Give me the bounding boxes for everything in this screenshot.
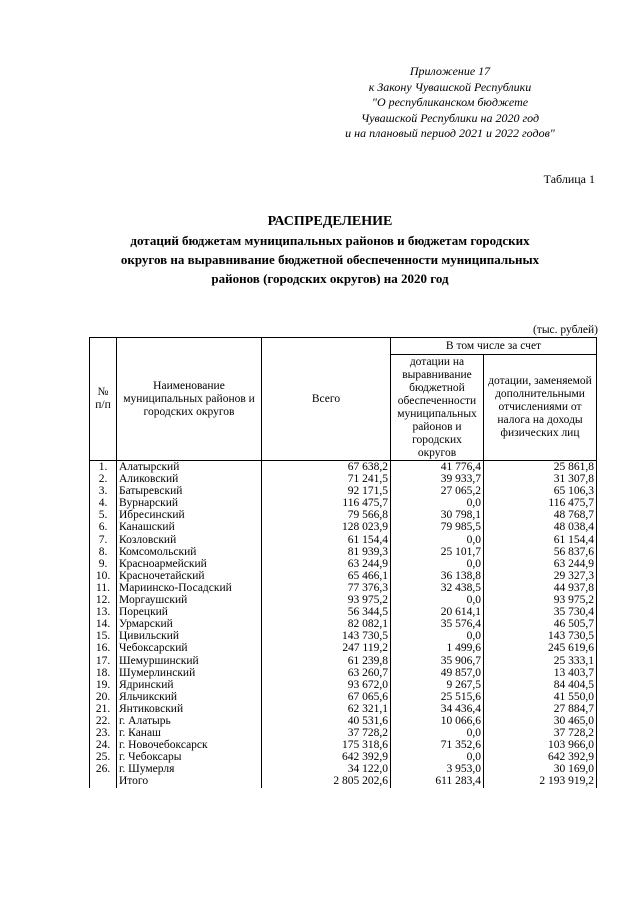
row-replacement: 37 728,2 [484, 727, 597, 739]
row-total: 93 975,2 [262, 594, 391, 606]
row-equalization: 0,0 [391, 630, 484, 642]
row-name: Ядринский [117, 679, 262, 691]
table-row [90, 751, 597, 763]
table-row [90, 570, 597, 582]
table-row [90, 727, 597, 739]
row-equalization: 0,0 [391, 558, 484, 570]
row-replacement: 93 975,2 [484, 594, 597, 606]
row-name: Канашский [117, 521, 262, 533]
table-row [90, 703, 597, 715]
row-name: Яльчикский [117, 691, 262, 703]
row-name: Аликовский [117, 473, 262, 485]
row-number: 9. [90, 558, 117, 570]
row-name: г. Шумерля [117, 763, 262, 775]
annex-line: "О республиканском бюджете [371, 95, 529, 109]
row-equalization: 34 436,4 [391, 703, 484, 715]
document-title [80, 212, 580, 288]
row-replacement: 143 730,5 [484, 630, 597, 642]
row-replacement: 84 404,5 [484, 679, 597, 691]
row-total: 81 939,3 [262, 546, 391, 558]
table-row [90, 473, 597, 485]
row-replacement: 56 837,6 [484, 546, 597, 558]
row-total: 37 728,2 [262, 727, 391, 739]
table-row [90, 739, 597, 751]
table-row [90, 558, 597, 570]
row-equalization: 35 576,4 [391, 618, 484, 630]
row-total: 143 730,5 [262, 630, 391, 642]
row-number: 17. [90, 655, 117, 667]
row-total: 67 638,2 [262, 461, 391, 474]
row-number: 18. [90, 667, 117, 679]
annex-header [300, 64, 600, 142]
table-row [90, 618, 597, 630]
row-number: 16. [90, 642, 117, 654]
row-number: 11. [90, 582, 117, 594]
table-row [90, 594, 597, 606]
row-replacement: 103 966,0 [484, 739, 597, 751]
row-equalization: 0,0 [391, 534, 484, 546]
row-replacement: 41 550,0 [484, 691, 597, 703]
total-total: 2 805 202,6 [262, 775, 391, 788]
row-total: 175 318,6 [262, 739, 391, 751]
row-number: 12. [90, 594, 117, 606]
row-equalization: 20 614,1 [391, 606, 484, 618]
row-replacement: 245 619,6 [484, 642, 597, 654]
header-total: Всего [262, 338, 391, 461]
title-main: РАСПРЕДЕЛЕНИЕ [267, 214, 393, 229]
subsidy-table [89, 337, 597, 788]
table-body [90, 461, 597, 789]
row-total: 92 171,5 [262, 485, 391, 497]
row-replacement: 46 505,7 [484, 618, 597, 630]
row-equalization: 25 515,6 [391, 691, 484, 703]
row-name: г. Чебоксары [117, 751, 262, 763]
row-name: Цивильский [117, 630, 262, 642]
row-total: 67 065,6 [262, 691, 391, 703]
row-equalization: 10 066,6 [391, 715, 484, 727]
row-name: Шемуршинский [117, 655, 262, 667]
row-number: 21. [90, 703, 117, 715]
row-replacement: 48 768,7 [484, 509, 597, 521]
annex-line: Чувашской Республики на 2020 год [360, 110, 540, 125]
row-name: Алатырский [117, 461, 262, 474]
row-equalization: 30 798,1 [391, 509, 484, 521]
row-total: 40 531,6 [262, 715, 391, 727]
row-name: Порецкий [117, 606, 262, 618]
row-equalization: 49 857,0 [391, 667, 484, 679]
row-total: 63 260,7 [262, 667, 391, 679]
row-total: 61 154,4 [262, 534, 391, 546]
header-replacement: дотации, заменяемой дополнительными отчислениями от налога на доходы физических лиц [484, 355, 597, 461]
row-total: 63 244,9 [262, 558, 391, 570]
row-name: Красноармейский [117, 558, 262, 570]
total-replacement: 2 193 919,2 [484, 775, 597, 788]
row-replacement: 29 327,3 [484, 570, 597, 582]
row-total: 93 672,0 [262, 679, 391, 691]
title-line: районов (городских округов) на 2020 год [211, 271, 449, 286]
row-equalization: 0,0 [391, 497, 484, 509]
row-name: Козловский [117, 534, 262, 546]
row-total: 642 392,9 [262, 751, 391, 763]
row-name: Моргаушский [117, 594, 262, 606]
row-equalization: 39 933,7 [391, 473, 484, 485]
total-equalization: 611 283,4 [391, 775, 484, 788]
row-replacement: 31 307,8 [484, 473, 597, 485]
table-row [90, 582, 597, 594]
row-total: 62 321,1 [262, 703, 391, 715]
row-number: 1. [90, 461, 117, 474]
row-name: Урмарский [117, 618, 262, 630]
row-total: 82 082,1 [262, 618, 391, 630]
row-total: 56 344,5 [262, 606, 391, 618]
row-number: 22. [90, 715, 117, 727]
row-name: г. Канаш [117, 727, 262, 739]
table-row [90, 509, 597, 521]
row-number: 24. [90, 739, 117, 751]
row-replacement: 642 392,9 [484, 751, 597, 763]
total-row [90, 775, 597, 788]
table-row [90, 691, 597, 703]
row-number: 20. [90, 691, 117, 703]
annex-line: к Закону Чувашской Республики [368, 79, 532, 94]
total-name: Итого [117, 775, 262, 788]
row-number: 5. [90, 509, 117, 521]
table-row [90, 461, 597, 474]
title-line: дотаций бюджетам муниципальных районов и бюджетам городских [130, 233, 530, 248]
header-equalization: дотации на выравнивание бюджетной обеспеченности муниципальных районов и городских округов [391, 355, 484, 461]
title-line: округов на выравнивание бюджетной обеспеченности муниципальных [120, 252, 540, 267]
row-name: Красночетайский [117, 570, 262, 582]
row-equalization: 3 953,0 [391, 763, 484, 775]
row-replacement: 30 465,0 [484, 715, 597, 727]
table-row [90, 546, 597, 558]
row-total: 77 376,3 [262, 582, 391, 594]
table-row [90, 763, 597, 775]
row-name: Янтиковский [117, 703, 262, 715]
row-equalization: 9 267,5 [391, 679, 484, 691]
row-equalization: 41 776,4 [391, 461, 484, 474]
row-equalization: 71 352,6 [391, 739, 484, 751]
annex-line: и на плановый период 2021 и 2022 годов" [345, 126, 555, 140]
row-equalization: 0,0 [391, 727, 484, 739]
row-total: 116 475,7 [262, 497, 391, 509]
row-name: Комсомольский [117, 546, 262, 558]
row-number: 23. [90, 727, 117, 739]
row-replacement: 13 403,7 [484, 667, 597, 679]
row-number: 14. [90, 618, 117, 630]
row-replacement: 48 038,4 [484, 521, 597, 533]
row-number: 26. [90, 763, 117, 775]
row-name: Вурнарский [117, 497, 262, 509]
row-total: 79 566,8 [262, 509, 391, 521]
table-row [90, 534, 597, 546]
table-row [90, 667, 597, 679]
table-row [90, 679, 597, 691]
table-row [90, 521, 597, 533]
row-replacement: 27 884,7 [484, 703, 597, 715]
row-replacement: 61 154,4 [484, 534, 597, 546]
row-replacement: 30 169,0 [484, 763, 597, 775]
annex-line: Приложение 17 [409, 64, 491, 78]
row-name: Батыревский [117, 485, 262, 497]
row-equalization: 0,0 [391, 594, 484, 606]
row-number: 3. [90, 485, 117, 497]
row-equalization: 1 499,6 [391, 642, 484, 654]
total-number [90, 775, 117, 788]
row-replacement: 44 937,8 [484, 582, 597, 594]
row-replacement: 65 106,3 [484, 485, 597, 497]
row-name: Чебоксарский [117, 642, 262, 654]
row-replacement: 25 861,8 [484, 461, 597, 474]
row-name: г. Алатырь [117, 715, 262, 727]
row-total: 61 239,8 [262, 655, 391, 667]
units-label: (тыс. рублей) [532, 324, 598, 336]
row-number: 2. [90, 473, 117, 485]
header-num: № п/п [90, 338, 117, 461]
row-number: 4. [90, 497, 117, 509]
row-number: 19. [90, 679, 117, 691]
row-total: 128 023,9 [262, 521, 391, 533]
row-replacement: 63 244,9 [484, 558, 597, 570]
row-number: 6. [90, 521, 117, 533]
table-row [90, 630, 597, 642]
row-equalization: 35 906,7 [391, 655, 484, 667]
row-total: 65 466,1 [262, 570, 391, 582]
row-total: 247 119,2 [262, 642, 391, 654]
table-row [90, 642, 597, 654]
row-equalization: 32 438,5 [391, 582, 484, 594]
row-equalization: 27 065,2 [391, 485, 484, 497]
row-number: 8. [90, 546, 117, 558]
row-equalization: 0,0 [391, 751, 484, 763]
table-label: Таблица 1 [543, 172, 595, 186]
table-row [90, 655, 597, 667]
row-equalization: 36 138,8 [391, 570, 484, 582]
header-name: Наименование муниципальных районов и городских округов [117, 338, 262, 461]
table-row [90, 497, 597, 509]
row-name: Шумерлинский [117, 667, 262, 679]
row-name: г. Новочебоксарск [117, 739, 262, 751]
row-replacement: 35 730,4 [484, 606, 597, 618]
row-equalization: 79 985,5 [391, 521, 484, 533]
table-row [90, 715, 597, 727]
row-name: Ибресинский [117, 509, 262, 521]
row-name: Мариинско-Посадский [117, 582, 262, 594]
row-equalization: 25 101,7 [391, 546, 484, 558]
row-total: 34 122,0 [262, 763, 391, 775]
row-replacement: 116 475,7 [484, 497, 597, 509]
header-including: В том числе за счет [391, 338, 597, 355]
row-replacement: 25 333,1 [484, 655, 597, 667]
row-number: 10. [90, 570, 117, 582]
row-number: 13. [90, 606, 117, 618]
table-row [90, 485, 597, 497]
table-row [90, 606, 597, 618]
row-number: 7. [90, 534, 117, 546]
row-number: 25. [90, 751, 117, 763]
row-number: 15. [90, 630, 117, 642]
row-total: 71 241,5 [262, 473, 391, 485]
